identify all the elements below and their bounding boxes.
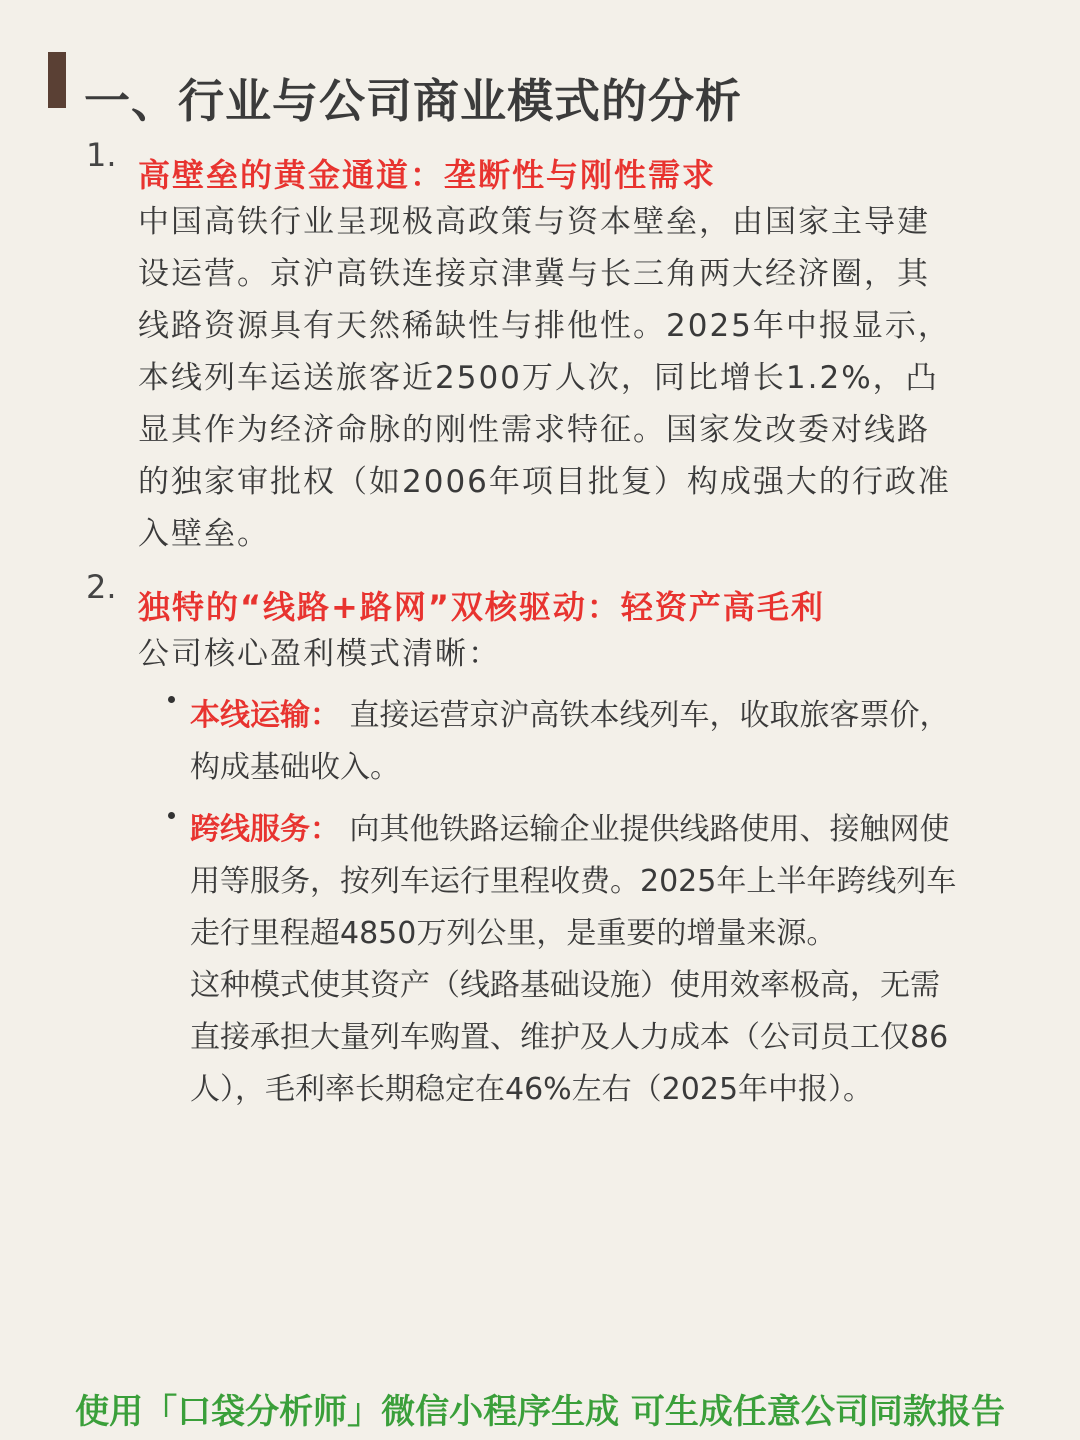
- section-2-intro-text: 公司核心盈利模式清晰：: [138, 636, 501, 672]
- bullet-dot: [168, 812, 175, 819]
- section-1-heading: 高壁垒的黄金通道：垄断性与刚性需求: [138, 156, 717, 194]
- bullet-line: 走行里程超4850万列公里，是重要的增量来源。: [190, 916, 837, 951]
- section-2-number: 2.: [86, 568, 117, 606]
- bullet-line: 人），毛利率长期稳定在46%左右（2025年中报）。: [190, 1072, 874, 1107]
- section-2-heading: 独特的“线路+路网”双核驱动：轻资产高毛利: [138, 588, 825, 626]
- section-1-line: 线路资源具有天然稀缺性与排他性。2025年中报显示，: [138, 308, 951, 344]
- section-1-number: 1.: [86, 136, 117, 174]
- bullet-dot: [168, 696, 175, 703]
- section-1-line: 设运营。京沪高铁连接京津冀与长三角两大经济圈，其: [138, 256, 930, 292]
- title-accent-bar: [48, 52, 66, 108]
- bullet-first-line: [190, 804, 1030, 856]
- bullet-item-cross-line-service: [190, 804, 1030, 1116]
- bullet-line: 这种模式使其资产（线路基础设施）使用效率极高，无需: [190, 968, 940, 1003]
- section-1-line: 入壁垒。: [138, 516, 270, 552]
- footer-promo: 使用「口袋分析师」微信小程序生成 可生成任意公司同款报告: [75, 1392, 1005, 1432]
- page-title: 一、行业与公司商业模式的分析: [84, 74, 742, 128]
- section-1-line: 本线列车运送旅客近2500万人次，同比增长1.2%，凸: [138, 360, 939, 396]
- bullet-line: 直接承担大量列车购置、维护及人力成本（公司员工仅86: [190, 1020, 949, 1055]
- section-1-line: 的独家审批权（如2006年项目批复）构成强大的行政准: [138, 464, 951, 500]
- section-1-line: 显其作为经济命脉的刚性需求特征。国家发改委对线路: [138, 412, 930, 448]
- bullet-text: 向其他铁路运输企业提供线路使用、接触网使: [340, 812, 950, 847]
- bullet-item-domestic-transport: [190, 690, 1030, 794]
- bullet-line: 用等服务，按列车运行里程收费。2025年上半年跨线列车: [190, 864, 957, 899]
- bullet-label: 跨线服务：: [190, 812, 340, 847]
- bullet-line: 构成基础收入。: [190, 750, 400, 785]
- bullet-first-line: [190, 690, 1030, 742]
- section-1-line: 中国高铁行业呈现极高政策与资本壁垒，由国家主导建: [138, 204, 930, 240]
- section-2-intro: [138, 628, 1018, 680]
- section-1-body: [138, 196, 1018, 560]
- bullet-label: 本线运输：: [190, 698, 340, 733]
- bullet-text: 直接运营京沪高铁本线列车，收取旅客票价，: [340, 698, 950, 733]
